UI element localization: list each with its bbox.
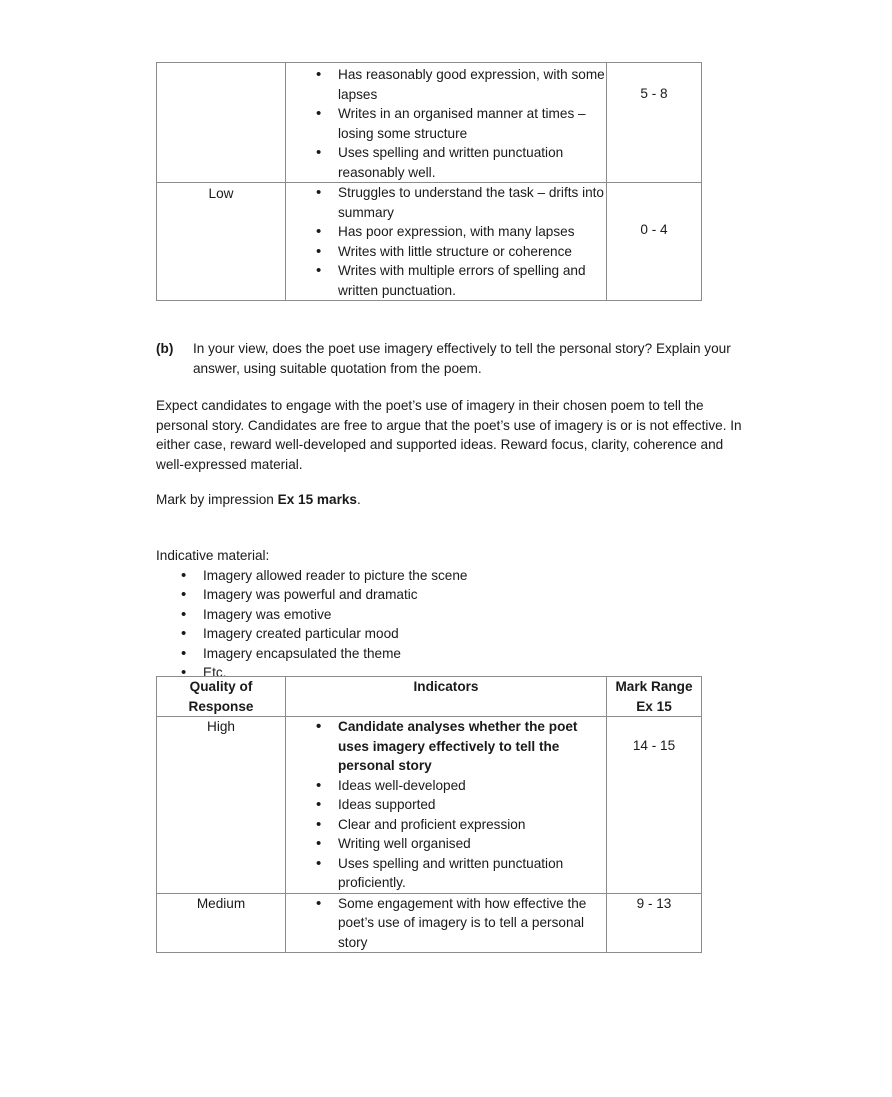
indicators-cell (286, 893, 607, 953)
mark-range-cell (607, 183, 702, 301)
mark-range: 0 - 4 (640, 222, 668, 237)
question-b (156, 339, 746, 378)
mark-range-cell: 9 - 13 (607, 893, 702, 953)
header-quality-line: Quality of (189, 679, 253, 694)
list-item: • Imagery was powerful and dramatic (203, 585, 656, 605)
list-item: • Imagery was emotive (203, 605, 656, 625)
table-row (157, 717, 702, 894)
header-indicators: Indicators (286, 677, 607, 717)
mark-suffix: . (356, 492, 361, 507)
list-item: • Imagery created particular mood (203, 624, 656, 644)
mark-total: Ex 15 marks (277, 492, 357, 507)
list-item: • Candidate analyses whether the poet uses imagery effectively to tell the personal story (338, 717, 606, 776)
list-item: • Clear and proficient expression (338, 815, 606, 835)
list-item: • Uses spelling and written punctuation reasonably well. (338, 143, 606, 182)
mark-range: 14 - 15 (632, 738, 676, 753)
question-label: (b) (156, 341, 174, 356)
indicative-heading: Indicative material: (156, 548, 270, 563)
list-item: • Imagery allowed reader to picture the scene (203, 566, 656, 586)
quality-cell (157, 63, 286, 183)
mark-instruction (156, 490, 746, 510)
list-item: • Struggles to understand the task – drifts into summary (338, 183, 606, 222)
list-item: • Writes with multiple errors of spelling and written punctuation. (338, 261, 606, 300)
question-text: In your view, does the poet use imagery effectively to tell the personal story? Explain your answer, using suitable quotation from the poem. (193, 341, 731, 376)
list-item: • Uses spelling and written punctuation proficiently. (338, 854, 606, 893)
mark-range: 5 - 8 (640, 86, 668, 101)
table-row (157, 893, 702, 953)
table-row (157, 183, 702, 301)
header-mark-range (607, 677, 702, 717)
indicators-cell (286, 717, 607, 894)
list-item: • Ideas well-developed (338, 776, 606, 796)
indicators-cell (286, 63, 607, 183)
list-item: • Has reasonably good expression, with some lapses (338, 65, 606, 104)
indicative-material (156, 546, 656, 683)
mark-range-cell (607, 717, 702, 894)
list-item: • Etc. (203, 663, 656, 683)
table-header-row (157, 677, 702, 717)
list-item: • Ideas supported (338, 795, 606, 815)
list-item: • Some engagement with how effective the poet’s use of imagery is to tell a personal story (338, 894, 606, 953)
list-item: • Writing well organised (338, 834, 606, 854)
mark-prefix: Mark by impression (156, 492, 278, 507)
header-range-line: Mark Range (615, 679, 693, 694)
table-row (157, 63, 702, 183)
mark-scheme-table-continued (156, 62, 702, 301)
header-quality-line: Response (188, 698, 254, 714)
mark-scheme-table (156, 676, 702, 953)
quality-cell: Medium (157, 893, 286, 953)
list-item: • Has poor expression, with many lapses (338, 222, 606, 242)
expectation-paragraph: Expect candidates to engage with the poet’s use of imagery in their chosen poem to tell the personal story. Candidates are free to argue that the poet’s use of imagery is or is not effective. In either case, reward well-developed and supported ideas. Reward focus, clarity, coherence and well-expressed material. (156, 398, 742, 472)
quality-label: Low (208, 186, 234, 201)
quality-cell (157, 183, 286, 301)
header-range-line: Ex 15 (636, 698, 672, 714)
header-quality (157, 677, 286, 717)
mark-range-cell (607, 63, 702, 183)
list-item: • Writes in an organised manner at times – losing some structure (338, 104, 606, 143)
list-item: • Imagery encapsulated the theme (203, 644, 656, 664)
quality-cell: High (157, 717, 286, 894)
indicators-cell (286, 183, 607, 301)
list-item: • Writes with little structure or coherence (338, 242, 606, 262)
